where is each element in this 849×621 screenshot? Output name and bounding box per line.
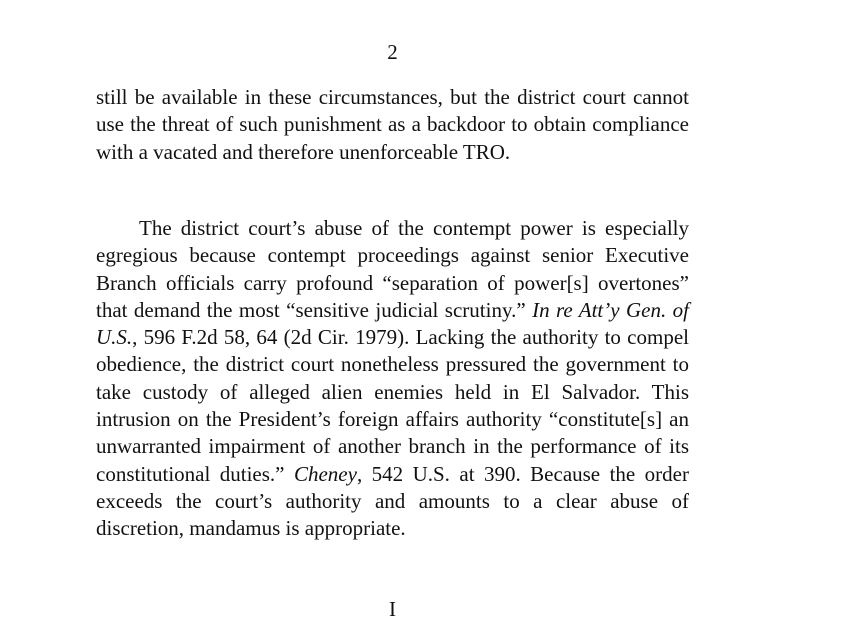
case-citation-att-gen: In re Att’y Gen. of U.S. [96,297,689,350]
paragraph-2 [96,215,689,543]
paragraph-2-text-3: , 542 U.S. at 390. Because the order exceeds the court’s authority and amounts to a clear abuse of discretion, mandamus is appropriate. [96,461,689,541]
page-number: 2 [387,40,398,64]
section-heading-roman-numeral: I [389,597,396,621]
paragraph-1: still be available in these circumstances, but the district court cannot use the threat of such punishment as a backdoor to obtain compliance with a vacated and therefore unenforceable TRO. [96,85,689,164]
case-citation-cheney: Cheney [293,461,357,486]
paragraph-2-text-2: , 596 F.2d 58, 64 (2d Cir. 1979). Lacking the authority to compel obedience, the district court nonetheless pressured the government to take custody of alleged alien enemies held in El Salvador. This intrusion on the President’s foreign affairs authority “constitute[s] an unwarranted impairment of another branch in the performance of its constitutional duties.” [96,325,689,486]
paragraph-2-text-1: The district court’s abuse of the contempt power is especially egregious because contempt proceedings against senior Executive Branch officials carry profound “separation of power[s] overtones” that demand the most “sensitive judicial scrutiny.” [96,216,689,322]
